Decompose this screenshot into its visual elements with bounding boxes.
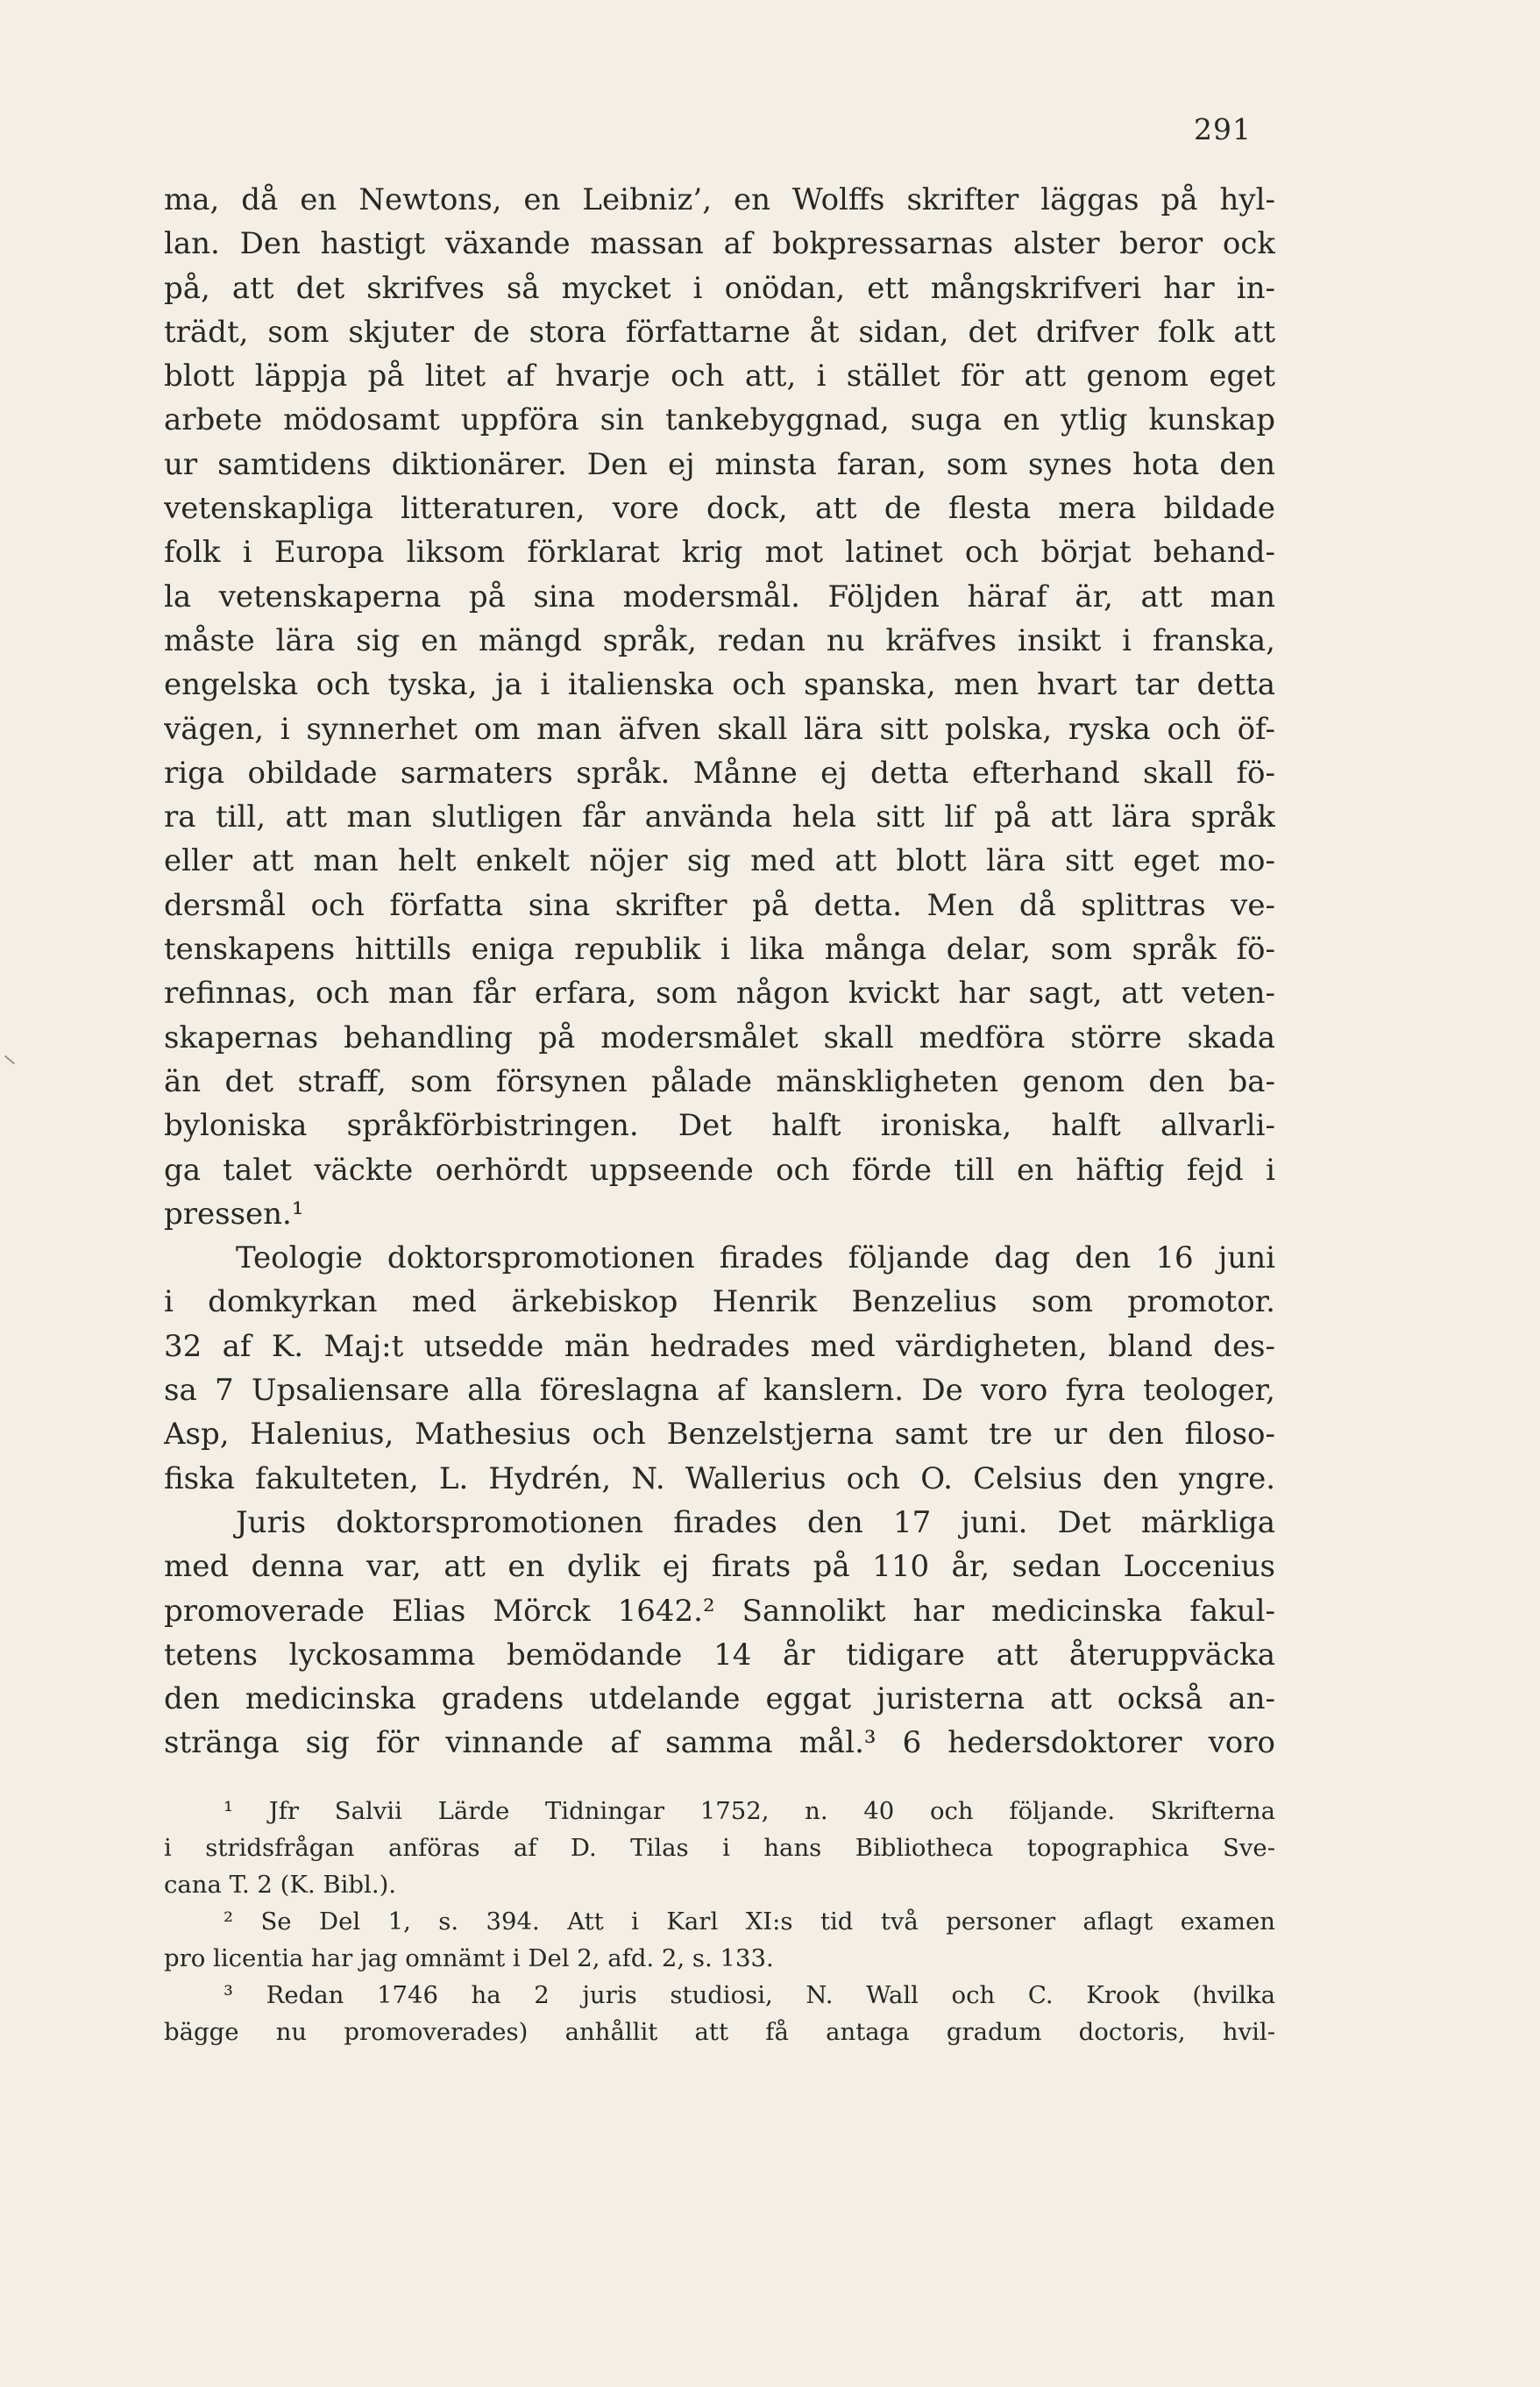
scan-mark <box>4 1055 15 1065</box>
text-line: tenskapens hittills eniga republik i lika många delar, som språk fö- <box>164 932 1275 968</box>
text-line: ma, då en Newtons, en Leibniz’, en Wolffs skrifter läggas på hyl- <box>164 182 1275 217</box>
text-line: byloniska språkförbistringen. Det halft ironiska, halft allvarli- <box>164 1108 1275 1144</box>
text-line: i domkyrkan med ärkebiskop Henrik Benzelius som promotor. <box>164 1284 1275 1320</box>
text-line: pressen.¹ <box>164 1196 304 1232</box>
text-line: riga obildade sarmaters språk. Månne ej detta efterhand skall fö- <box>164 755 1275 791</box>
text-line: engelska och tyska, ja i italienska och spanska, men hvart tar detta <box>164 667 1275 703</box>
text-line: lan. Den hastigt växande massan af bokpressarnas alster beror ock <box>164 226 1275 262</box>
text-line: arbete mödosamt uppföra sin tankebyggnad, suga en ytlig kunskap <box>164 402 1275 438</box>
text-line: folk i Europa liksom förklarat krig mot latinet och börjat behand- <box>164 535 1275 571</box>
text-line: ra till, att man slutligen får använda hela sitt lif på att lära språk <box>164 799 1275 835</box>
text-line: ur samtidens diktionärer. Den ej minsta faran, som synes hota den <box>164 446 1275 482</box>
paragraph-start-line: Teologie doktorspromotionen firades följande dag den 16 juni <box>236 1240 1275 1276</box>
text-line: la vetenskaperna på sina modersmål. Följden häraf är, att man <box>164 579 1275 615</box>
text-line: fiska fakulteten, L. Hydrén, N. Wallerius och O. Celsius den yngre. <box>164 1460 1275 1496</box>
text-line: promoverade Elias Mörck 1642.² Sannolikt har medicinska fakul- <box>164 1593 1275 1629</box>
text-line: sa 7 Upsaliensare alla föreslagna af kanslern. De voro fyra teologer, <box>164 1373 1275 1409</box>
footnote-2-line: pro licentia har jag omnämt i Del 2, afd. 2, s. 133. <box>164 1944 774 1972</box>
footnote-1-line: cana T. 2 (K. Bibl.). <box>164 1871 397 1899</box>
text-line: 32 af K. Maj:t utsedde män hedrades med värdigheten, bland des- <box>164 1328 1275 1364</box>
footnote-2-line: ² Se Del 1, s. 394. Att i Karl XI:s tid två personer aflagt examen <box>224 1907 1275 1936</box>
text-line: på, att det skrifves så mycket i onödan, ett mångskrifveri har in- <box>164 270 1275 306</box>
text-line: blott läppja på litet af hvarje och att, i stället för att genom eget <box>164 359 1275 394</box>
text-line: Asp, Halenius, Mathesius och Benzelstjerna samt tre ur den filoso- <box>164 1417 1275 1453</box>
text-line: måste lära sig en mängd språk, redan nu kräfves insikt i franska, <box>164 622 1275 658</box>
text-line: den medicinska gradens utdelande eggat juristerna att också an- <box>164 1681 1275 1717</box>
text-line: eller att man helt enkelt nöjer sig med att blott lära sitt eget mo- <box>164 843 1275 879</box>
text-line: vetenskapliga litteraturen, vore dock, att de flesta mera bildade <box>164 491 1275 527</box>
footnote-1-line: i stridsfrågan anföras af D. Tilas i hans Bibliotheca topographica Sve- <box>164 1834 1275 1862</box>
paragraph-start-line: Juris doktorspromotionen firades den 17 juni. Det märkliga <box>236 1504 1275 1540</box>
text-line: dersmål och författa sina skrifter på detta. Men då splittras ve- <box>164 887 1275 923</box>
footnote-1-line: ¹ Jfr Salvii Lärde Tidningar 1752, n. 40 och följande. Skrifterna <box>224 1797 1275 1825</box>
text-line: stränga sig för vinnande af samma mål.³ 6 hedersdoktorer voro <box>164 1725 1275 1761</box>
footnotes <box>164 1793 1275 2050</box>
text-line: skapernas behandling på modersmålet skall medföra större skada <box>164 1019 1275 1055</box>
text-line: refinnas, och man får erfara, som någon kvickt har sagt, att veten- <box>164 976 1275 1012</box>
text-line: med denna var, att en dylik ej firats på 110 år, sedan Loccenius <box>164 1549 1275 1585</box>
footnote-3-line: bägge nu promoverades) anhållit att få antaga gradum doctoris, hvil- <box>164 2018 1275 2046</box>
body-text <box>164 178 1275 1765</box>
text-line: än det straff, som försynen pålade mänskligheten genom den ba- <box>164 1063 1275 1099</box>
text-line: trädt, som skjuter de stora författarne åt sidan, det drifver folk att <box>164 314 1275 350</box>
text-line: ga talet väckte oerhördt uppseende och förde till en häftig fejd i <box>164 1152 1275 1188</box>
page-number: 291 <box>1194 112 1252 146</box>
footnote-3-line: ³ Redan 1746 ha 2 juris studiosi, N. Wall och C. Krook (hvilka <box>224 1981 1275 2009</box>
text-line: vägen, i synnerhet om man äfven skall lära sitt polska, ryska och öf- <box>164 711 1275 747</box>
text-line: tetens lyckosamma bemödande 14 år tidigare att återuppväcka <box>164 1637 1275 1673</box>
